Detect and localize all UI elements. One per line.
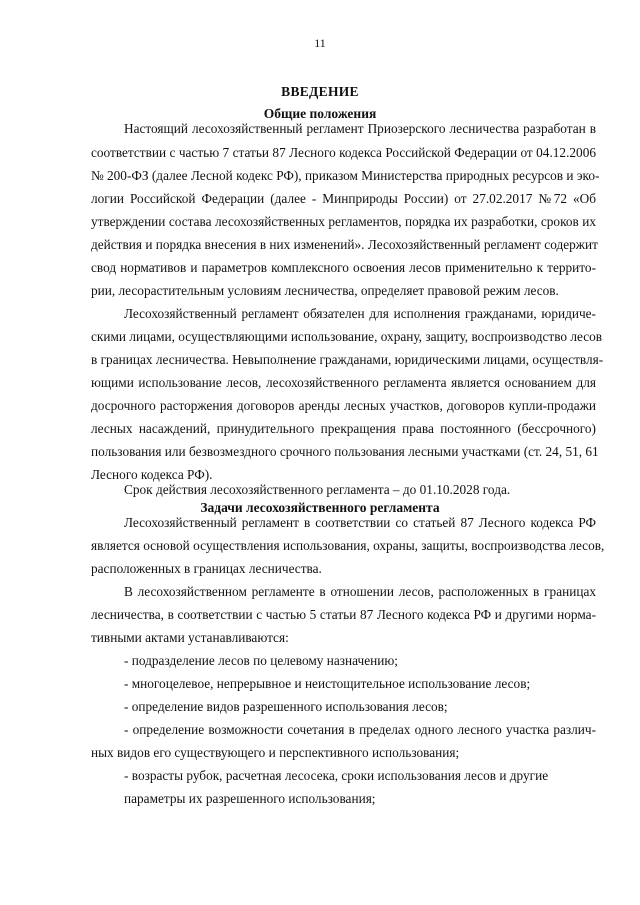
text-line: логии Российской Федерации (далее - Минприроды России) от 27.02.2017 №72 «Об (91, 191, 596, 206)
text-line: пользования или безвозмездного срочного пользования лесными участками (ст. 24, 51, 61 (91, 444, 599, 459)
text-line: свод нормативов и параметров комплексного освоения лесов применительно к террито- (91, 260, 596, 275)
section-title-general: Общие положения (263, 106, 377, 121)
text-line: Срок действия лесохозяйственного регламента – до 01.10.2028 года. (124, 482, 511, 497)
text-line: рии, лесорастительным условиям лесничества, определяет правовой режим лесов. (91, 283, 559, 298)
text-line: скими лицами, осуществляющими использование, охрану, защиту, воспроизводство лесов (91, 329, 603, 344)
text-line: ных видов его существующего и перспективного использования; (91, 745, 460, 760)
list-item: - возрасты рубок, расчетная лесосека, сроки использования лесов и другие (124, 768, 549, 783)
text-line: действия и порядка внесения в них изменений». Лесохозяйственный регламент содержит (91, 237, 598, 252)
list-item: - подразделение лесов по целевому назначению; (124, 653, 398, 668)
text-line: Лесохозяйственный регламент в соответствии со статьей 87 Лесного кодекса РФ (124, 515, 596, 530)
text-line: В лесохозяйственном регламенте в отношении лесов, расположенных в границах (124, 584, 596, 599)
page-number: 11 (314, 36, 326, 50)
list-item: - многоцелевое, непрерывное и неистощительное использование лесов; (124, 676, 531, 691)
text-line: Настоящий лесохозяйственный регламент Приозерского лесничества разработан в (124, 121, 596, 136)
text-line: Лесохозяйственный регламент обязателен для исполнения гражданами, юридиче- (124, 306, 596, 321)
text-line: является основой осуществления использования, охраны, защиты, воспроизводства лесов, (91, 538, 605, 553)
text-line: досрочного расторжения договоров аренды лесных участков, договоров купли-продажи (91, 398, 596, 413)
section-title-tasks: Задачи лесохозяйственного регламента (200, 500, 440, 515)
heading-introduction: ВВЕДЕНИЕ (281, 84, 359, 99)
text-line: ющими использование лесов, лесохозяйственного регламента является основанием для (91, 375, 596, 390)
text-line: соответствии с частью 7 статьи 87 Лесного кодекса Российской Федерации от 04.12.2006 (91, 145, 596, 160)
text-line: в границах лесничества. Невыполнение гражданами, юридическими лицами, осуществля- (91, 352, 604, 367)
text-line: Лесного кодекса РФ). (91, 467, 213, 482)
text-line: утверждении состава лесохозяйственных регламентов, порядка их разработки, сроков их (91, 214, 596, 229)
text-line: тивными актами устанавливаются: (91, 630, 289, 645)
list-item: - определение видов разрешенного использования лесов; (124, 699, 448, 714)
text-line: параметры их разрешенного использования; (124, 791, 376, 806)
text-line: лесничества, в соответствии с частью 5 статьи 87 Лесного кодекса РФ и другими норма- (91, 607, 596, 622)
text-line: лесных насаждений, принудительного прекращения права постоянного (бессрочного) (91, 421, 596, 436)
list-item: - определение возможности сочетания в пределах одного лесного участка различ- (124, 722, 596, 737)
text-line: расположенных в границах лесничества. (91, 561, 322, 576)
text-line: № 200-ФЗ (далее Лесной кодекс РФ), приказом Министерства природных ресурсов и эко- (91, 168, 600, 183)
